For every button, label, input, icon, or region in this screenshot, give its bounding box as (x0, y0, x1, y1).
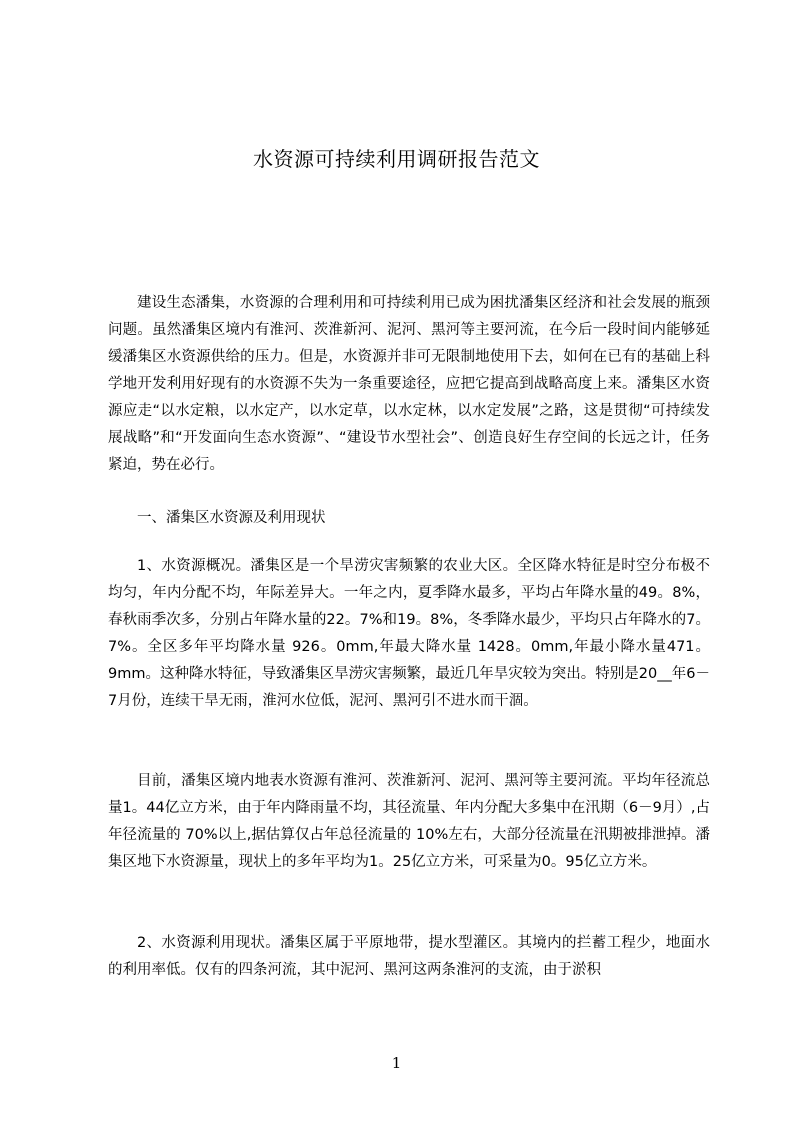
document-title: 水资源可持续利用调研报告范文 (253, 147, 540, 171)
utilization-paragraph: 2、水资源利用现状。潘集区属于平原地带，提水型灌区。其境内的拦蓄工程少，地面水的利用率低。仅有的四条河流，其中泥河、黑河这两条淮河的支流，由于淤积 (108, 935, 710, 978)
page-number: 1 (391, 1054, 402, 1072)
water-overview-paragraph: 1、水资源概况。潘集区是一个旱涝灾害频繁的农业大区。全区降水特征是时空分布极不均匀，年内分配不均，年际差异大。一年之内，夏季降水最多，平均占年降水量的49。8%，春秋雨季次多，分别占年降水量的22。7%和19。8%，冬季降水最少，平均只占年降水的7。7%。全区多年平均降水量 926。0mm,年最大降水量 1428。0mm,年最小降水量471。9mm。这种降水特征，导致潘集区旱涝灾害频繁，最近几年旱灾较为突出。特别是20__年6－7月份，连续干旱无雨，淮河水位低，泥河、黑河引不进水而干涸。 (108, 558, 710, 709)
surface-water-paragraph: 目前，潘集区境内地表水资源有淮河、茨淮新河、泥河、黑河等主要河流。平均年径流总量1。44亿立方米，由于年内降雨量不均，其径流量、年内分配大多集中在汛期（6－9月）,占年径流量的 70%以上,据估算仅占年总径流量的 10%左右，大部分径流量在汛期被排泄掉。潘集区地下水资源量，现状上的多年平均为1。25亿立方米，可采量为0。95亿立方米。 (108, 773, 710, 870)
intro-paragraph: 建设生态潘集，水资源的合理利用和可持续利用已成为困扰潘集区经济和社会发展的瓶颈问题。虽然潘集区境内有淮河、茨淮新河、泥河、黑河等主要河流，在今后一段时间内能够延缓潘集区水资源供给的压力。但是，水资源并非可无限制地使用下去，如何在已有的基础上科学地开发利用好现有的水资源不失为一条重要途径，应把它提高到战略高度上来。潘集区水资源应走“以水定粮，以水定产，以水定草，以水定林，以水定发展”之路，这是贯彻“可持续发展战略”和“开发面向生态水资源”、“建设节水型社会”、创造良好生存空间的长远之计，任务紧迫，势在必行。 (108, 295, 710, 473)
section-heading: 一、潘集区水资源及利用现状 (137, 510, 326, 526)
